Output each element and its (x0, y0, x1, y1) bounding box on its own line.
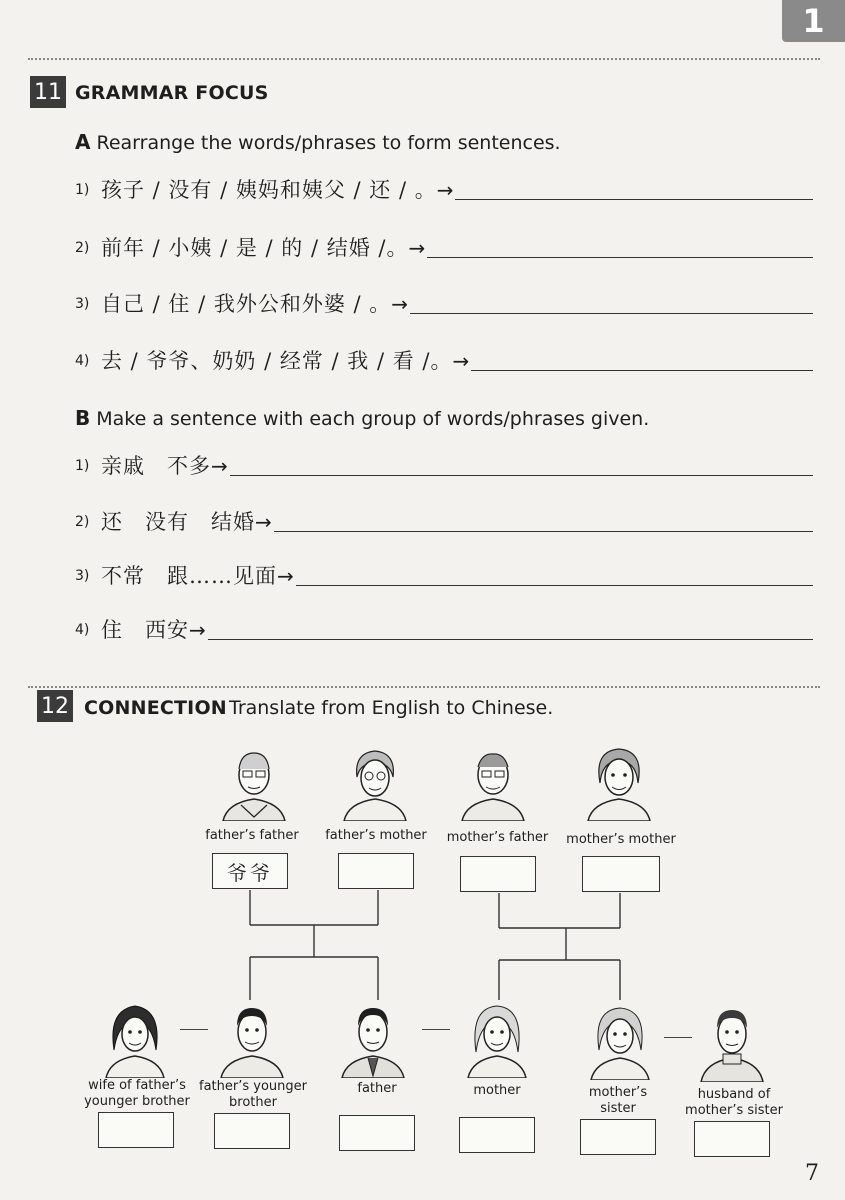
exercise-number: 4) (75, 353, 90, 369)
exercise-prompt: 不常 跟……见面 (101, 564, 277, 588)
answer-box-mothers-mother[interactable] (582, 856, 660, 892)
answer-box-fathers-younger-brother[interactable] (214, 1113, 290, 1149)
label-mother: mother (473, 1083, 521, 1098)
label-wife-of-fathers-younger-brother: wife of father’s younger brother (84, 1078, 190, 1109)
answer-box-mothers-sister[interactable] (580, 1119, 656, 1155)
answer-box-fathers-father[interactable]: 爷爷 (212, 853, 288, 889)
arrow-icon: → (408, 236, 426, 260)
grandmother-maternal-illustration (584, 743, 654, 821)
page-number: 7 (805, 1161, 819, 1186)
arrow-icon: → (211, 454, 228, 478)
grandfather-maternal-illustration (458, 743, 528, 821)
spouse-connector (180, 1029, 208, 1030)
label-mothers-mother: mother’s mother (566, 832, 676, 847)
arrow-icon: → (189, 618, 206, 642)
aunt-by-marriage-illustration (100, 1000, 170, 1078)
grandmother-paternal-illustration (340, 743, 410, 821)
spouse-connector (422, 1029, 450, 1030)
exercise-number: 2) (75, 240, 90, 256)
exercise-prompt: 住 西安 (101, 618, 189, 642)
mother-illustration (462, 1000, 532, 1078)
uncle-illustration (217, 1000, 287, 1078)
exercise-prompt: 去 / 爷爷、奶奶 / 经常 / 我 / 看 /。 (101, 349, 453, 373)
spouse-connector (664, 1037, 692, 1038)
label-mothers-sister: mother’s sister (588, 1085, 648, 1116)
label-father: father (357, 1081, 397, 1096)
exercise-prompt: 前年 / 小姨 / 是 / 的 / 结婚 /。 (101, 236, 409, 260)
arrow-icon: → (277, 564, 294, 588)
exercise-prompt: 还 没有 结婚 (101, 510, 255, 534)
part-b-letter: B (75, 406, 91, 430)
answer-box-mother[interactable] (459, 1117, 535, 1153)
exercise-number: 3) (75, 568, 90, 584)
arrow-icon: → (436, 178, 454, 202)
part-b-instruction-text: Make a sentence with each group of words/phrases given. (96, 408, 650, 430)
label-husband-of-mothers-sister: husband of mother’s sister (685, 1087, 783, 1118)
section-title-connection: CONNECTION (84, 697, 227, 719)
exercise-number: 3) (75, 296, 90, 312)
part-a-instruction-text: Rearrange the words/phrases to form sentences. (96, 132, 561, 154)
label-mothers-father: mother’s father (446, 830, 549, 845)
section-title-grammar-focus: GRAMMAR FOCUS (75, 82, 269, 104)
exercise-prompt: 孩子 / 没有 / 姨妈和姨父 / 还 / 。 (101, 178, 437, 202)
part-a-letter: A (75, 130, 91, 154)
exercise-number: 1) (75, 458, 90, 474)
grandfather-paternal-illustration (219, 743, 289, 821)
exercise-number: 1) (75, 182, 90, 198)
answer-box-father[interactable] (339, 1115, 415, 1151)
chapter-tab: 1 (782, 0, 845, 42)
exercise-number: 2) (75, 514, 90, 530)
label-fathers-mother: father’s mother (325, 828, 427, 843)
section-number-12: 12 (37, 690, 73, 722)
exercise-prompt: 自己 / 住 / 我外公和外婆 / 。 (101, 292, 392, 316)
arrow-icon: → (391, 292, 409, 316)
exercise-prompt: 亲戚 不多 (101, 454, 211, 478)
arrow-icon: → (452, 349, 470, 373)
arrow-icon: → (255, 510, 272, 534)
label-fathers-father: father’s father (205, 828, 299, 843)
answer-box-fathers-mother[interactable] (338, 853, 414, 889)
answer-box-husband-of-mothers-sister[interactable] (694, 1121, 770, 1157)
aunt-maternal-illustration (585, 1002, 655, 1080)
answer-box-mothers-father[interactable] (460, 856, 536, 892)
uncle-by-marriage-illustration (697, 1004, 767, 1082)
answer-box-wife-of-fathers-younger-brother[interactable] (98, 1112, 174, 1148)
section-subtitle: Translate from English to Chinese. (229, 697, 554, 719)
exercise-number: 4) (75, 622, 90, 638)
section-number-11: 11 (30, 76, 66, 108)
father-illustration (338, 1000, 408, 1078)
label-fathers-younger-brother: father’s younger brother (199, 1079, 307, 1110)
